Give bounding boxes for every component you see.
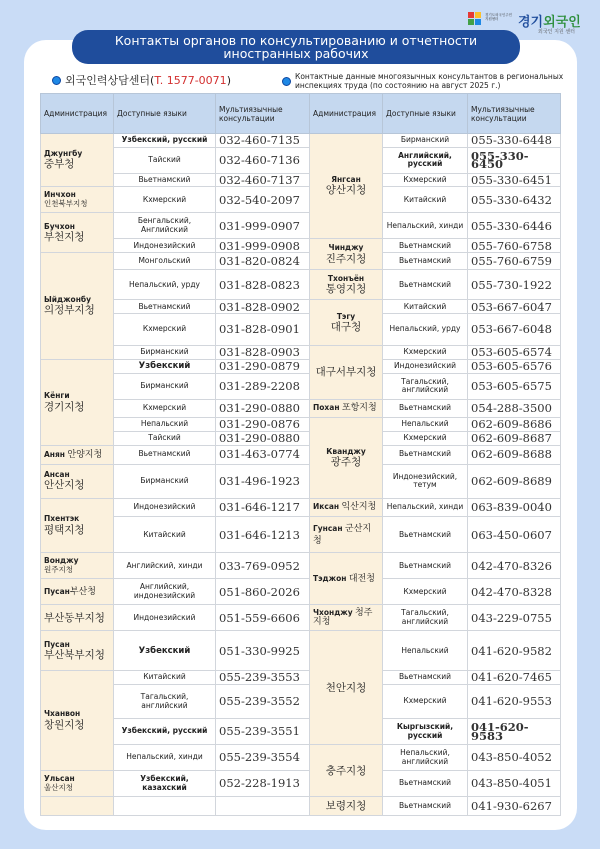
lang-cell: Вьетнамский <box>383 445 468 464</box>
lang-cell: Английский, индонезийский <box>114 579 216 605</box>
phone-cell: 043-229-0755 <box>468 605 561 631</box>
phone-cell: 055-330-6448 <box>468 134 561 148</box>
phone-cell: 042-470-8328 <box>468 579 561 605</box>
phone-cell: 031-828-0903 <box>216 346 310 360</box>
lang-cell: Индонезийский <box>114 239 216 253</box>
phone-cell: 051-559-6606 <box>216 605 310 631</box>
phone-cell: 031-496-1923 <box>216 464 310 498</box>
office-cell: Джунгбу 중부청 <box>41 134 114 187</box>
table-header-row <box>41 94 561 134</box>
lang-cell: Тагальский, английский <box>383 373 468 399</box>
table-row <box>41 605 561 631</box>
table-row <box>41 239 561 253</box>
table-row <box>41 631 561 671</box>
phone-cell: 062-609-8689 <box>468 464 561 498</box>
header-consult: Мультиязычные консультации <box>468 94 561 134</box>
office-cell: Янгсан 양산지청 <box>310 134 383 239</box>
lang-cell: Бирманский <box>114 373 216 399</box>
lang-cell: Кхмерский <box>383 173 468 187</box>
phone-cell: 055-330-6432 <box>468 187 561 213</box>
phone-cell: 031-999-0907 <box>216 213 310 239</box>
table-row <box>41 346 561 360</box>
lang-cell: Вьетнамский <box>383 771 468 797</box>
phone-cell: 055-730-1922 <box>468 270 561 300</box>
phone-cell: 042-470-8326 <box>468 553 561 579</box>
phone-cell: 055-760-6759 <box>468 253 561 270</box>
logo-mark-icon <box>468 12 482 26</box>
legend-regional-label: Контактные данные многоязычных консультантов в региональных инспекциях труда (по состоянию на август 2025 г.) <box>295 72 564 90</box>
phone-cell <box>216 797 310 816</box>
page-title: Контакты органов по консультированию и отчетности иностранных рабочих <box>72 30 520 64</box>
phone-cell: 031-828-0901 <box>216 314 310 346</box>
lang-cell: Вьетнамский <box>383 553 468 579</box>
lang-cell: Вьетнамский <box>383 253 468 270</box>
office-cell: 보령지청 <box>310 797 383 816</box>
table-row <box>41 498 561 517</box>
phone-cell: 054-288-3500 <box>468 399 561 418</box>
office-cell: 부산동부지청 <box>41 605 114 631</box>
phone-cell: 031-290-0876 <box>216 418 310 432</box>
lang-cell: Непальский <box>114 418 216 432</box>
phone-cell: 031-290-0880 <box>216 432 310 446</box>
lang-cell: Вьетнамский <box>114 173 216 187</box>
table-row <box>41 719 561 745</box>
office-cell: Бучхон 부천지청 <box>41 213 114 253</box>
table-row <box>41 685 561 719</box>
office-cell: Пусан부산청 <box>41 579 114 605</box>
lang-cell: Непальский, хинди <box>383 498 468 517</box>
phone-cell: 041-620-9583 <box>468 719 561 745</box>
lang-cell: Кхмерский <box>383 685 468 719</box>
table-row <box>41 432 561 446</box>
lang-cell: Английский, хинди <box>114 553 216 579</box>
phone-cell: 062-609-8687 <box>468 432 561 446</box>
lang-cell: Монгольский <box>114 253 216 270</box>
lang-cell: Узбекский, русский <box>114 134 216 148</box>
phone-cell: 032-460-7136 <box>216 147 310 173</box>
lang-cell: Английский, русский <box>383 147 468 173</box>
header-langs: Доступные языки <box>114 94 216 134</box>
table-row <box>41 300 561 314</box>
table-row <box>41 314 561 346</box>
legend-hotline-label: 외국인력상담센터 <box>65 74 151 87</box>
office-cell: Иксан 익산지청 <box>310 498 383 517</box>
lang-cell: Вьетнамский <box>383 270 468 300</box>
logo-small-text: 경기도외국인주민지원센터 <box>485 13 513 21</box>
office-cell: Похан 포항지청 <box>310 399 383 418</box>
office-cell <box>41 797 114 816</box>
phone-cell: 041-930-6267 <box>468 797 561 816</box>
phone-cell: 041-620-7465 <box>468 671 561 685</box>
phone-cell: 052-228-1913 <box>216 771 310 797</box>
phone-cell: 043-850-4051 <box>468 771 561 797</box>
lang-cell: Непальский, урду <box>114 270 216 300</box>
header-admin: Администрация <box>41 94 114 134</box>
phone-cell: 055-239-3554 <box>216 745 310 771</box>
lang-cell: Кхмерский <box>114 187 216 213</box>
phone-cell: 063-450-0607 <box>468 517 561 553</box>
lang-cell: Непальский, хинди <box>114 745 216 771</box>
office-cell: Тхонъён 통영지청 <box>310 270 383 300</box>
phone-cell: 032-460-7135 <box>216 134 310 148</box>
legend-hotline-phone: T. 1577-0071 <box>154 73 227 87</box>
legend-hotline: 외국인력상담센터 ( T. 1577-0071 ) <box>52 72 231 88</box>
office-cell: Кванджу 광주청 <box>310 418 383 498</box>
office-cell: Ансан 안산지청 <box>41 464 114 498</box>
lang-cell: Бирманский <box>114 346 216 360</box>
office-cell: Пхентэк 평택지청 <box>41 498 114 553</box>
phone-cell: 033-769-0952 <box>216 553 310 579</box>
logo-name: 경기외국인 <box>518 15 581 30</box>
header-admin: Администрация <box>310 94 383 134</box>
lang-cell: Бенгальский, Английский <box>114 213 216 239</box>
office-cell: Тэгу 대구청 <box>310 300 383 346</box>
lang-cell: Вьетнамский <box>383 517 468 553</box>
phone-cell: 055-760-6758 <box>468 239 561 253</box>
phone-cell: 043-850-4052 <box>468 745 561 771</box>
lang-cell: Китайский <box>383 187 468 213</box>
office-cell: Тэджон 대전청 <box>310 553 383 605</box>
lang-cell: Кхмерский <box>383 579 468 605</box>
lang-cell: Индонезийский <box>383 359 468 373</box>
phone-cell: 032-460-7137 <box>216 173 310 187</box>
table-row <box>41 797 561 816</box>
phone-cell: 031-646-1217 <box>216 498 310 517</box>
lang-cell: Индонезийский, тетум <box>383 464 468 498</box>
lang-cell: Тагальский, английский <box>383 605 468 631</box>
phone-cell: 041-620-9553 <box>468 685 561 719</box>
lang-cell: Тагальский, английский <box>114 685 216 719</box>
lang-cell: Узбекский, русский <box>114 719 216 745</box>
phone-cell: 053-605-6574 <box>468 346 561 360</box>
lang-cell: Кхмерский <box>383 432 468 446</box>
lang-cell: Китайский <box>383 300 468 314</box>
table-row <box>41 213 561 239</box>
lang-cell: Вьетнамский <box>383 671 468 685</box>
phone-cell: 055-239-3551 <box>216 719 310 745</box>
table-row <box>41 359 561 373</box>
table-row <box>41 253 561 270</box>
office-cell: Вонджу 원주지청 <box>41 553 114 579</box>
office-cell: Гунсан 군산지청 <box>310 517 383 553</box>
lang-cell: Кхмерский <box>114 399 216 418</box>
table-row <box>41 771 561 797</box>
office-cell: Чинджу 진주지청 <box>310 239 383 270</box>
table-row <box>41 399 561 418</box>
lang-cell <box>114 797 216 816</box>
phone-cell: 031-828-0902 <box>216 300 310 314</box>
legend-regional <box>282 72 572 90</box>
phone-cell: 053-667-6048 <box>468 314 561 346</box>
lang-cell: Бирманский <box>383 134 468 148</box>
lang-cell: Китайский <box>114 671 216 685</box>
lang-cell: Непальский, хинди <box>383 213 468 239</box>
header-consult: Мультиязычные консультации <box>216 94 310 134</box>
lang-cell: Кыргызский, русский <box>383 719 468 745</box>
table-row <box>41 745 561 771</box>
lang-cell: Непальский, урду <box>383 314 468 346</box>
phone-cell: 063-839-0040 <box>468 498 561 517</box>
bullet-dot-icon <box>52 76 61 85</box>
lang-cell: Бирманский <box>114 464 216 498</box>
phone-cell: 031-289-2208 <box>216 373 310 399</box>
lang-cell: Узбекский <box>114 359 216 373</box>
table-row <box>41 579 561 605</box>
table-row <box>41 373 561 399</box>
lang-cell: Узбекский, казахский <box>114 771 216 797</box>
office-cell: 대구서부지청 <box>310 346 383 399</box>
phone-cell: 055-330-6451 <box>468 173 561 187</box>
phone-cell: 031-646-1213 <box>216 517 310 553</box>
table-row <box>41 173 561 187</box>
phone-cell: 062-609-8688 <box>468 445 561 464</box>
phone-cell: 055-330-6446 <box>468 213 561 239</box>
lang-cell: Вьетнамский <box>383 797 468 816</box>
phone-cell: 031-828-0823 <box>216 270 310 300</box>
lang-cell: Тайский <box>114 432 216 446</box>
lang-cell: Узбекский <box>114 631 216 671</box>
office-cell: 천안지청 <box>310 631 383 745</box>
office-cell: Пусан 부산북부지청 <box>41 631 114 671</box>
phone-cell: 051-330-9925 <box>216 631 310 671</box>
office-cell: Чханвон 창원지청 <box>41 671 114 771</box>
lang-cell: Кхмерский <box>383 346 468 360</box>
table-row <box>41 270 561 300</box>
lang-cell: Кхмерский <box>114 314 216 346</box>
phone-cell: 055-330-6450 <box>468 147 561 173</box>
phone-cell: 053-667-6047 <box>468 300 561 314</box>
office-cell: Анян 안양지청 <box>41 445 114 464</box>
lang-cell: Индонезийский <box>114 605 216 631</box>
office-cell: Ульсан 울산지청 <box>41 771 114 797</box>
phone-cell: 053-605-6575 <box>468 373 561 399</box>
office-cell: Инчхон 인천북부지청 <box>41 187 114 213</box>
office-cell: 충주지청 <box>310 745 383 797</box>
lang-cell: Непальский, английский <box>383 745 468 771</box>
table-row <box>41 418 561 432</box>
header-langs: Доступные языки <box>383 94 468 134</box>
table-row <box>41 134 561 148</box>
phone-cell: 031-463-0774 <box>216 445 310 464</box>
bullet-dot-icon <box>282 77 291 86</box>
logo-sub: 외국인 지원 센터 <box>538 29 575 35</box>
lang-cell: Вьетнамский <box>114 300 216 314</box>
table-row <box>41 464 561 498</box>
contacts-table <box>40 93 561 816</box>
phone-cell: 055-239-3552 <box>216 685 310 719</box>
lang-cell: Вьетнамский <box>383 399 468 418</box>
phone-cell: 051-860-2026 <box>216 579 310 605</box>
table-row <box>41 553 561 579</box>
phone-cell: 055-239-3553 <box>216 671 310 685</box>
lang-cell: Индонезийский <box>114 498 216 517</box>
phone-cell: 041-620-9582 <box>468 631 561 671</box>
phone-cell: 032-540-2097 <box>216 187 310 213</box>
office-cell: Ыйджонбу 의정부지청 <box>41 253 114 360</box>
table-row <box>41 147 561 173</box>
table-row <box>41 445 561 464</box>
lang-cell: Тайский <box>114 147 216 173</box>
phone-cell: 031-290-0880 <box>216 399 310 418</box>
lang-cell: Непальский <box>383 418 468 432</box>
table-row <box>41 517 561 553</box>
table-row <box>41 187 561 213</box>
phone-cell: 062-609-8686 <box>468 418 561 432</box>
table-row <box>41 671 561 685</box>
lang-cell: Непальский <box>383 631 468 671</box>
phone-cell: 031-290-0879 <box>216 359 310 373</box>
phone-cell: 031-820-0824 <box>216 253 310 270</box>
office-cell: Чхонджу 청주지청 <box>310 605 383 631</box>
lang-cell: Китайский <box>114 517 216 553</box>
phone-cell: 053-605-6576 <box>468 359 561 373</box>
lang-cell: Вьетнамский <box>114 445 216 464</box>
office-cell: Кёнги 경기지청 <box>41 359 114 445</box>
phone-cell: 031-999-0908 <box>216 239 310 253</box>
lang-cell: Вьетнамский <box>383 239 468 253</box>
